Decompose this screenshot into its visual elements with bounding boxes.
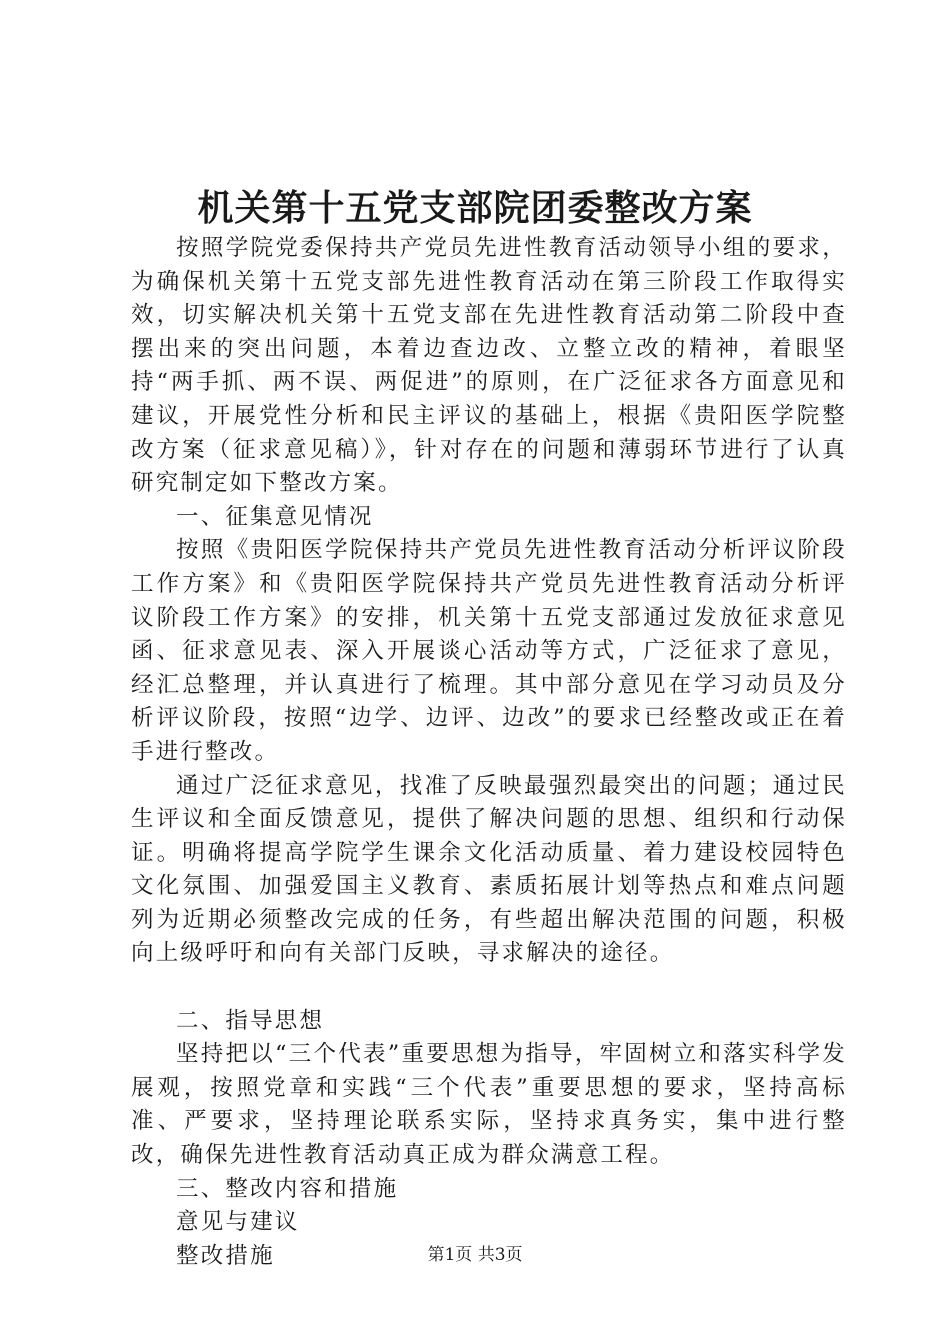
section-heading-1: 一、征集意见情况	[176, 503, 374, 530]
section-1-paragraph-2: 通过广泛征求意见，找准了反映最强烈最突出的问题；通过民生评议和全面反馈意见，提供了解决问题的思想、组织和行动保证。明确将提高学院学生课余文化活动质量、着力建设校园特色文化氛围、加强爱国主义教育、素质拓展计划等热点和难点问题列为近期必须整改完成的任务，有些超出解决范围的问题，积极向上级呼吁和向有关部门反映，寻求解决的途径。	[131, 772, 847, 967]
table-column-label-opinions: 意见与建议	[176, 1209, 300, 1236]
page-number-footer: 第1页 共3页	[427, 1245, 523, 1265]
section-2-paragraph: 坚持把以“三个代表”重要思想为指导，牢固树立和落实科学发展观，按照党章和实践“三个代表”重要思想的要求，坚持高标准、严要求，坚持理论联系实际，坚持求真务实，集中进行整改，确保先进性教育活动真正成为群众满意工程。	[131, 1041, 847, 1169]
section-heading-3: 三、整改内容和措施	[176, 1175, 399, 1202]
table-column-label-measures: 整改措施	[176, 1242, 275, 1269]
document-body	[131, 232, 847, 1273]
paragraph-spacer	[131, 971, 847, 1005]
document-title: 机关第十五党支部院团委整改方案	[197, 187, 753, 229]
intro-paragraph: 按照学院党委保持共产党员先进性教育活动领导小组的要求，为确保机关第十五党支部先进性教育活动在第三阶段工作取得实效，切实解决机关第十五党支部在先进性教育活动第二阶段中查摆出来的突出问题，本着边查边改、立整立改的精神，着眼坚持“两手抓、两不误、两促进”的原则，在广泛征求各方面意见和建议，开展党性分析和民主评议的基础上，根据《贵阳医学院整改方案（征求意见稿）》，针对存在的问题和薄弱环节进行了认真研究制定如下整改方案。	[131, 235, 847, 497]
section-1-paragraph-1: 按照《贵阳医学院保持共产党员先进性教育活动分析评议阶段工作方案》和《贵阳医学院保持共产党员先进性教育活动分析评议阶段工作方案》的安排，机关第十五党支部通过发放征求意见函、征求意见表、深入开展谈心活动等方式，广泛征求了意见，经汇总整理，并认真进行了梳理。其中部分意见在学习动员及分析评议阶段，按照“边学、边评、边改”的要求已经整改或正在着手进行整改。	[131, 537, 847, 765]
section-heading-2: 二、指导思想	[176, 1007, 325, 1034]
